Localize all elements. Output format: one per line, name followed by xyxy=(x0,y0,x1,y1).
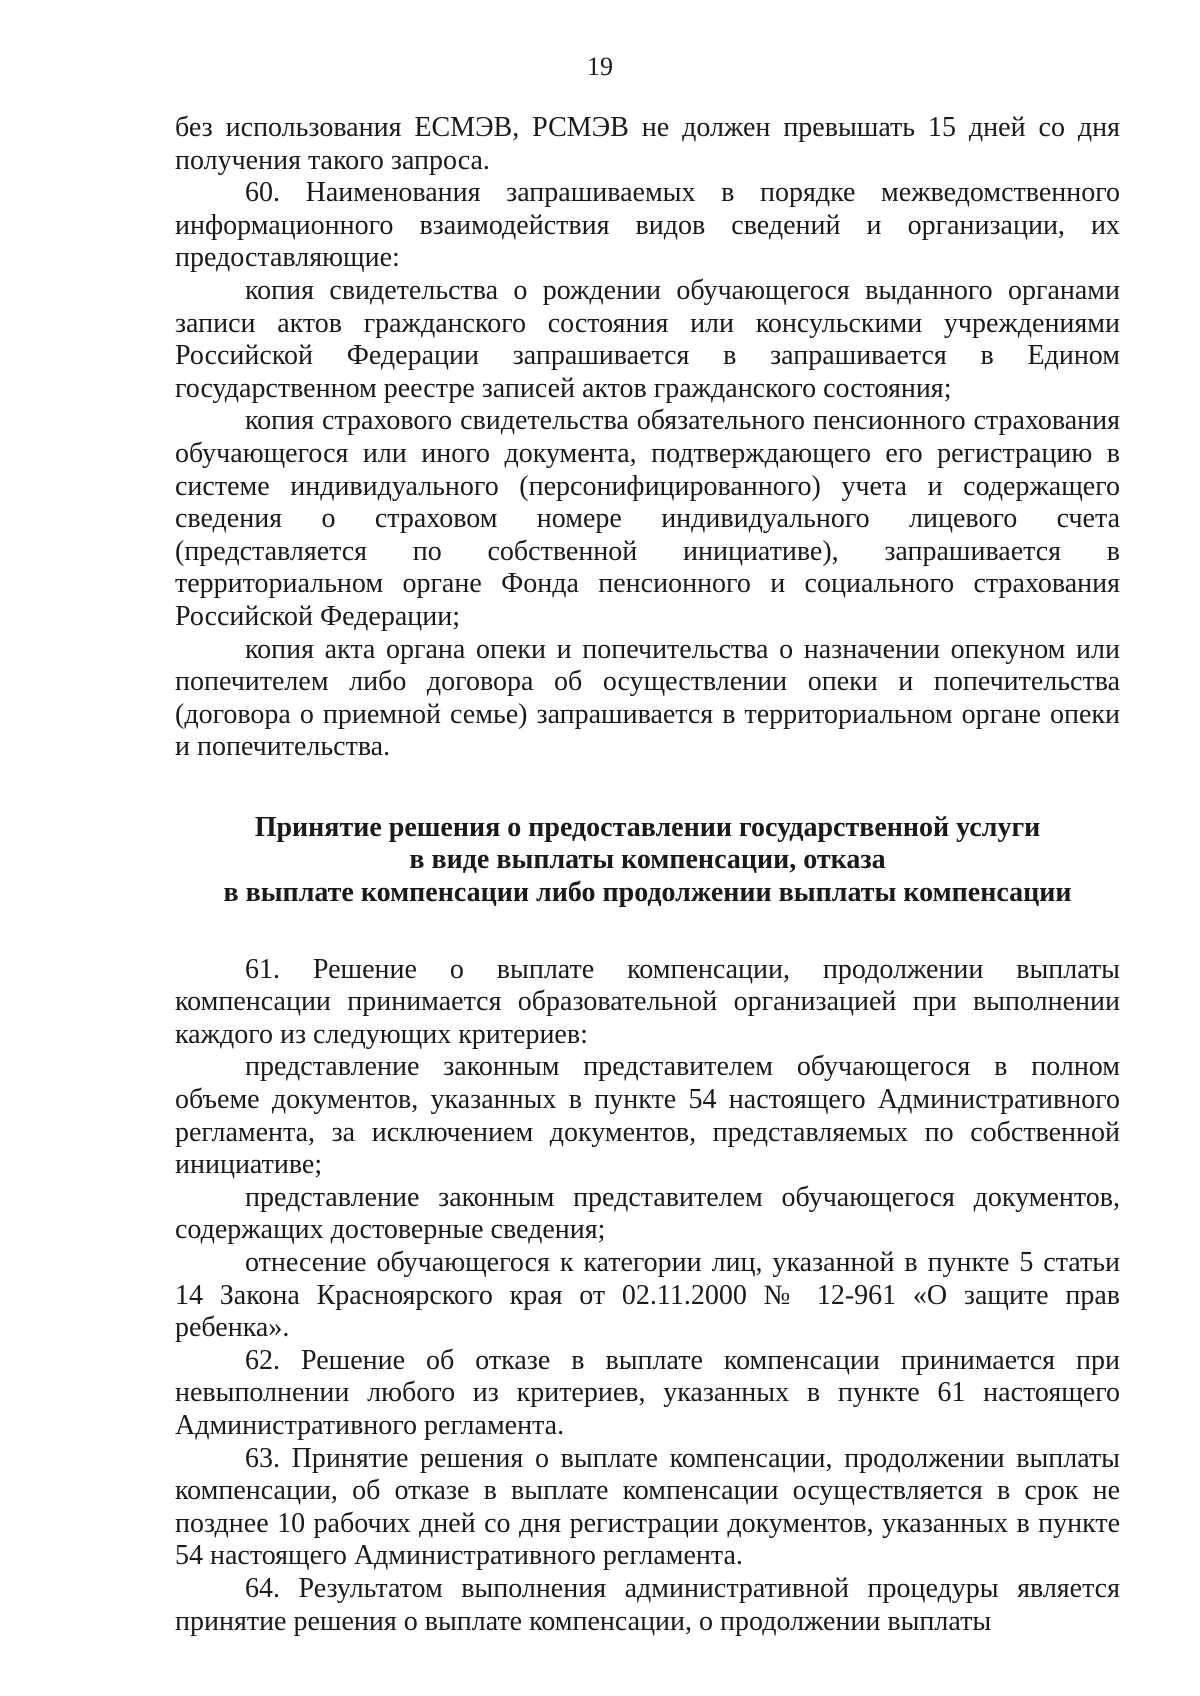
paragraph-60: 60. Наименования запрашиваемых в порядке межведомственного информационного взаимодействия видов сведений и организации, их предоставляющие: xyxy=(175,177,1120,274)
section-heading-line: Принятие решения о предоставлении государственной услуги xyxy=(254,811,1041,843)
list-item-birth-certificate: копия свидетельства о рождении обучающегося выданного органами записи актов гражданского состояния или консульскими учреждениями Российской Федерации запрашивается в запрашивается в Едином государственном реестре записей актов гражданского состояния; xyxy=(175,274,1120,404)
list-item-insurance-certificate: копия страхового свидетельства обязательного пенсионного страхования обучающегося или иного документа, подтверждающего его регистрацию в системе индивидуального (персонифицированного) учета и содержащего сведения о страховом номере индивидуального лицевого счета (представляется по собственной инициативе), запрашивается в территориальном органе Фонда пенсионного и социального страхования Российской Федерации; xyxy=(175,405,1120,632)
paragraph-64: 64. Результатом выполнения административной процедуры является принятие решения о выплате компенсации, о продолжении выплаты xyxy=(175,1572,1120,1637)
paragraph-continuation: без использования ЕСМЭВ, РСМЭВ не должен превышать 15 дней со дня получения такого запроса. xyxy=(175,112,1120,176)
page-number: 19 xyxy=(587,52,613,81)
list-item-guardianship-act: копия акта органа опеки и попечительства о назначении опекуном или попечителем либо договора об осуществлении опеки и попечительства (договора о приемной семье) запрашивается в территориальном органе опеки и попечительства. xyxy=(175,633,1120,763)
criterion-full-documents: представление законным представителем обучающегося в полном объеме документов, указанных в пункте 54 настоящего Административного регламента, за исключением документов, представляемых по собственной инициативе; xyxy=(175,1051,1120,1181)
section-heading-line: в выплате компенсации либо продолжении выплаты компенсации xyxy=(223,877,1072,909)
document-body xyxy=(175,112,1120,1638)
section-heading-line: в виде выплаты компенсации, отказа xyxy=(409,844,886,876)
paragraph-61: 61. Решение о выплате компенсации, продолжении выплаты компенсации принимается образовательной организацией при выполнении каждого из следующих критериев: xyxy=(175,953,1120,1050)
section-heading xyxy=(175,812,1120,910)
criterion-category: отнесение обучающегося к категории лиц, указанной в пункте 5 статьи 14 Закона Красноярского края от 02.11.2000 № 12-961 «О защите прав ребенка». xyxy=(175,1247,1120,1344)
criterion-reliable-data: представление законным представителем обучающегося документов, содержащих достоверные сведения; xyxy=(175,1181,1120,1246)
paragraph-62: 62. Решение об отказе в выплате компенсации принимается при невыполнении любого из критериев, указанных в пункте 61 настоящего Административного регламента. xyxy=(175,1344,1120,1441)
paragraph-63: 63. Принятие решения о выплате компенсации, продолжении выплаты компенсации, об отказе в выплате компенсации осуществляется в срок не позднее 10 рабочих дней со дня регистрации документов, указанных в пункте 54 настоящего Административного регламента. xyxy=(175,1442,1120,1572)
